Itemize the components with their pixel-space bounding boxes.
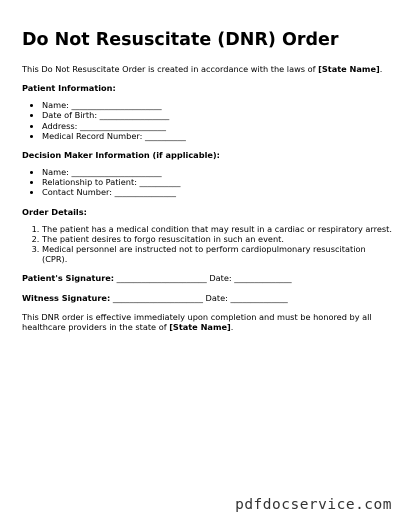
witness-signature-line [22,293,392,303]
order-details-list [22,224,392,265]
patient-name-field: • Name: ______________________ [42,100,392,110]
patient-mrn-field: • Medical Record Number: __________ [42,131,392,141]
patient-info-heading: Patient Information: [22,83,116,94]
watermark: pdfdocservice.com [235,497,392,513]
closing-period: . [230,322,234,333]
decision-maker-contact-field: • Contact Number: _______________ [42,187,392,197]
witness-signature-label: Witness Signature: [22,292,111,303]
intro-paragraph [22,64,392,74]
closing-text: This DNR order is effective immediately upon completion and must be honored by all healthcare providers in the state of [22,311,372,333]
patient-address-field: • Address: _____________________ [42,121,392,131]
decision-maker-list [22,167,392,198]
decision-maker-heading: Decision Maker Information (if applicable): [22,150,220,161]
patient-signature-label: Patient's Signature: [22,273,115,284]
patient-signature-blank: ______________________ Date: ______________ [114,273,292,284]
intro-period: . [379,64,383,74]
closing-paragraph [22,312,392,332]
intro-state-name: [State Name] [318,64,380,74]
order-item: 1. The patient has a medical condition that may result in a cardiac or respiratory arrest. [42,224,392,234]
order-details-heading: Order Details: [22,206,87,217]
document-title: Do Not Resuscitate (DNR) Order [22,30,339,50]
patient-info-list [22,100,392,141]
document-page [22,30,392,332]
decision-maker-name-field: • Name: ______________________ [42,167,392,177]
order-item: 2. The patient desires to forgo resuscitation in such an event. [42,234,392,244]
intro-text: This Do Not Resuscitate Order is created in accordance with the laws of [22,64,319,74]
order-item: 3. Medical personnel are instructed not to perform cardiopulmonary resuscitation (CPR). [42,244,392,264]
patient-signature-line [22,273,392,283]
decision-maker-relationship-field: • Relationship to Patient: __________ [42,177,392,187]
closing-state-name: [State Name] [169,322,231,333]
witness-signature-blank: ______________________ Date: ______________ [110,292,288,303]
patient-dob-field: • Date of Birth: _________________ [42,110,392,120]
